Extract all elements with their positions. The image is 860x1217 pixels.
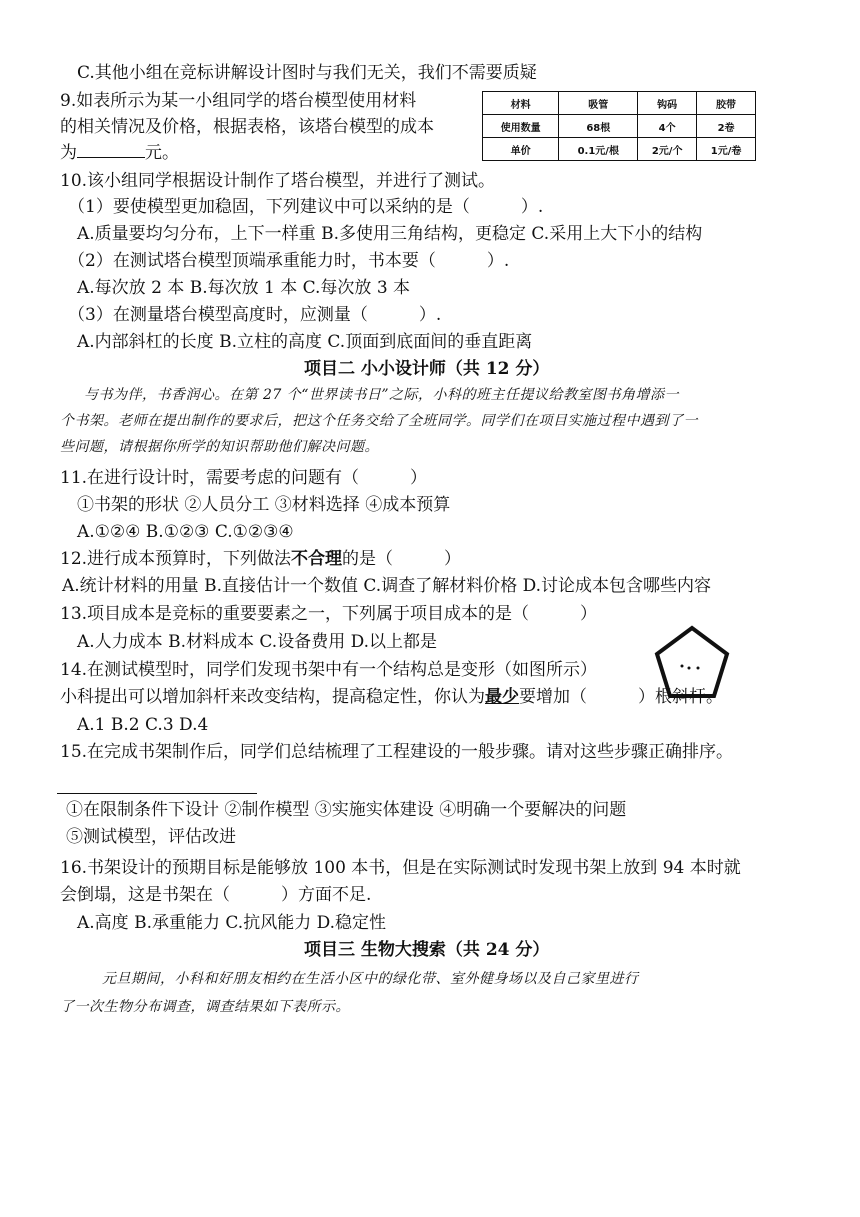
q10-1-stem: （1）要使模型更加稳固，下列建议中可以采纳的是（ ）. [68, 197, 544, 217]
table-cell: 2卷 [697, 115, 756, 138]
table-cell: 4个 [638, 115, 697, 138]
materials-price-table [482, 91, 756, 161]
table-cell: 使用数量 [483, 115, 559, 138]
q10-2-stem: （2）在测试塔台模型顶端承重能力时，书本要（ ）. [68, 251, 510, 271]
table-cell: 材料 [483, 92, 559, 115]
q12-prefix: 12.进行成本预算时，下列做法 [60, 549, 292, 569]
table-cell: 吸管 [559, 92, 638, 115]
table-cell: 胶带 [697, 92, 756, 115]
section-3-intro-1: 元旦期间，小科和好朋友相约在生活小区中的绿化带、室外健身场以及自己家里进行 [102, 971, 639, 987]
section-3-intro-2: 了一次生物分布调查，调查结果如下表所示。 [60, 999, 350, 1015]
q12-emphasis: 不合理 [291, 549, 343, 569]
q15-steps-1: ①在限制条件下设计 ②制作模型 ③实施实体建设 ④明确一个要解决的问题 [66, 800, 627, 820]
q14-suffix: 要增加（ ）根斜杆。 [519, 687, 723, 707]
q10-1-options: A.质量要均匀分布，上下一样重 B.多使用三角结构，更稳定 C.采用上大下小的结构 [77, 224, 703, 244]
section-2-intro-2: 个书架。老师在提出制作的要求后，把这个任务交给了全班同学。同学们在项目实施过程中遇到了一 [60, 413, 698, 429]
q10-2-options: A.每次放 2 本 B.每次放 1 本 C.每次放 3 本 [77, 278, 411, 298]
q10-stem: 10.该小组同学根据设计制作了塔台模型，并进行了测试。 [60, 171, 496, 191]
q12-suffix: 的是（ ） [342, 549, 462, 569]
q14-stem-1: 14.在测试模型时，同学们发现书架中有一个结构总是变形（如图所示） [60, 660, 598, 680]
table-cell: 68根 [559, 115, 638, 138]
q11-options: A.①②④ B.①②③ C.①②③④ [77, 522, 294, 542]
q10-3-options: A.内部斜杠的长度 B.立柱的高度 C.顶面到底面间的垂直距离 [77, 332, 533, 352]
q8-option-c: C.其他小组在竞标讲解设计图时与我们无关，我们不需要质疑 [77, 63, 537, 83]
q9-line1: 9.如表所示为某一小组同学的塔台模型使用材料 [60, 91, 417, 111]
q9-suffix: 元。 [145, 143, 179, 163]
q15-answer-line[interactable] [57, 793, 257, 794]
q11-stem: 11.在进行设计时，需要考虑的问题有（ ） [60, 468, 428, 488]
q13-stem: 13.项目成本是竞标的重要要素之一，下列属于项目成本的是（ ） [60, 604, 598, 624]
section-2-intro-3: 些问题，请根据你所学的知识帮助他们解决问题。 [60, 439, 379, 455]
section-3-title: 项目三 生物大搜索（共 24 分） [304, 940, 550, 960]
q11-items: ①书架的形状 ②人员分工 ③材料选择 ④成本预算 [77, 495, 451, 515]
table-row [483, 138, 756, 161]
table-row [483, 115, 756, 138]
q14-stem-2 [60, 686, 723, 708]
section-2-title: 项目二 小小设计师（共 12 分） [304, 359, 550, 379]
q15-stem: 15.在完成书架制作后，同学们总结梳理了工程建设的一般步骤。请对这些步骤正确排序。 [60, 742, 734, 762]
q16-options: A.高度 B.承重能力 C.抗风能力 D.稳定性 [77, 913, 387, 933]
q9-line2: 的相关情况及价格，根据表格，该塔台模型的成本 [60, 117, 434, 137]
table-cell: 1元/卷 [697, 138, 756, 161]
q12-options: A.统计材料的用量 B.直接估计一个数值 C.调查了解材料价格 D.讨论成本包含哪些内容 [62, 576, 712, 596]
q10-3-stem: （3）在测量塔台模型高度时，应测量（ ）. [68, 305, 442, 325]
q14-options: A.1 B.2 C.3 D.4 [77, 715, 209, 735]
q16-stem-2: 会倒塌，这是书架在（ ）方面不足. [60, 885, 372, 905]
table-cell: 单价 [483, 138, 559, 161]
answer-blank[interactable] [77, 143, 145, 158]
q9-prefix: 为 [60, 143, 77, 163]
q14-prefix: 小科提出可以增加斜杆来改变结构，提高稳定性，你认为 [60, 687, 485, 707]
table-cell: 2元/个 [638, 138, 697, 161]
table-row [483, 92, 756, 115]
table-cell: 钩码 [638, 92, 697, 115]
q16-stem-1: 16.书架设计的预期目标是能够放 100 本书，但是在实际测试时发现书架上放到 94 本时就 [60, 858, 741, 878]
table-cell: 0.1元/根 [559, 138, 638, 161]
section-2-intro-1: 与书为伴，书香润心。在第 27 个“世界读书日”之际，小科的班主任提议给教室图书角增添一 [84, 387, 680, 403]
q9-line3 [60, 142, 179, 164]
q14-emphasis: 最少 [485, 687, 519, 707]
q15-steps-2: ⑤测试模型，评估改进 [66, 827, 236, 847]
q12-stem [60, 548, 461, 570]
q13-options: A.人力成本 B.材料成本 C.设备费用 D.以上都是 [77, 632, 438, 652]
